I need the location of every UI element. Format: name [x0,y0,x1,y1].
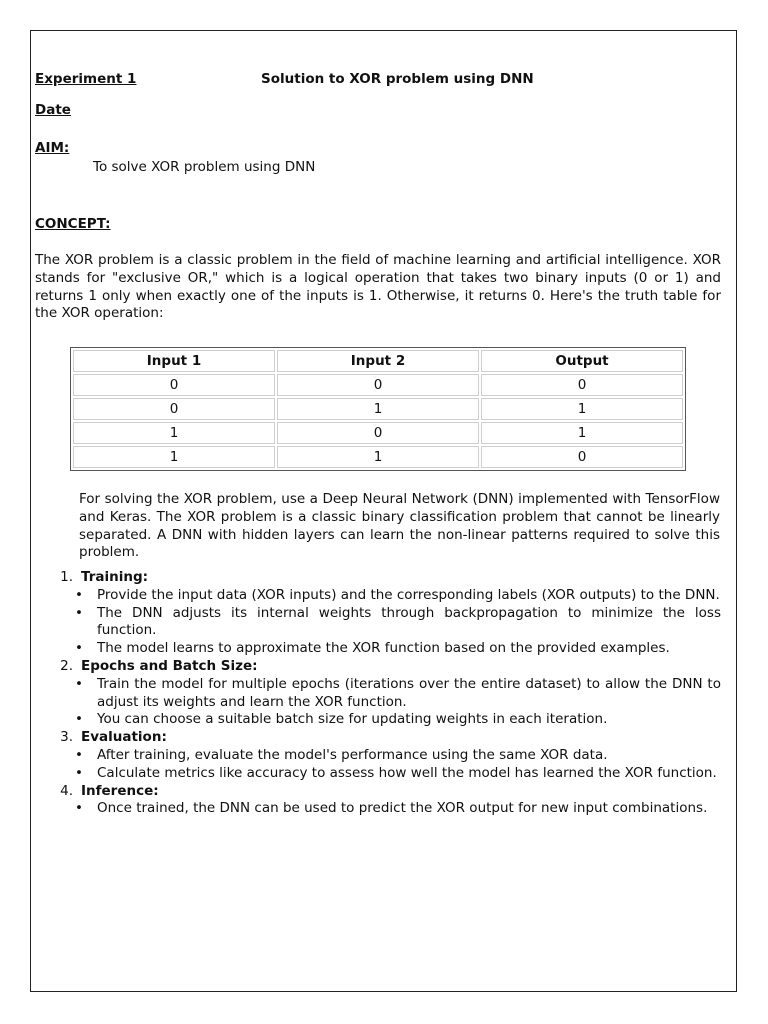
date-label: Date [35,102,71,118]
table-cell: 1 [481,422,683,444]
bullet-text: The DNN adjusts its internal weights through backpropagation to minimize the loss function. [97,604,721,639]
aim-label: AIM: [35,140,70,156]
bullet-text: Once trained, the DNN can be used to predict the XOR output for new input combinations. [97,800,708,817]
table-cell: 0 [481,446,683,468]
table-row [73,446,683,468]
table-header-row [73,350,683,372]
bullet-icon: • [75,800,83,817]
step-title: Training: [81,569,149,585]
table-cell: 0 [277,374,479,396]
step-number: 3. [60,729,73,746]
experiment-title: Solution to XOR problem using DNN [261,71,534,87]
step-title: Inference: [81,782,159,799]
table-cell: 1 [73,446,275,468]
bullet-icon: • [75,586,83,603]
table-cell: 1 [73,422,275,444]
table-row [73,398,683,420]
table-cell: 0 [277,422,479,444]
bullet-text: After training, evaluate the model's performance using the same XOR data. [97,746,608,763]
table-row [73,422,683,444]
list-item [53,765,721,783]
concept-label: CONCEPT: [35,216,111,232]
bullet-icon: • [75,764,83,781]
bullet-icon: • [75,640,83,657]
step-item [53,729,721,747]
bullet-icon: • [75,711,83,728]
table-cell: 1 [277,446,479,468]
list-item [53,676,721,712]
header-input-1: Input 1 [73,350,275,372]
list-item [53,605,721,641]
step-title: Evaluation: [81,729,167,746]
step-item [53,569,721,587]
step-item [53,783,721,801]
bullet-list [53,587,721,658]
xor-truth-table [70,347,686,471]
bullet-list [53,800,721,818]
dnn-intro-paragraph: For solving the XOR problem, use a Deep Neural Network (DNN) implemented with TensorFlow and Keras. The XOR problem is a classic binary classification problem that cannot be linearly separated. A DNN with hidden layers can learn the non-linear patterns required to solve this problem. [79,491,720,561]
bullet-text: Provide the input data (XOR inputs) and the corresponding labels (XOR outputs) to the DNN. [97,586,720,603]
list-item [53,587,721,605]
table-cell: 1 [277,398,479,420]
bullet-list [53,676,721,729]
bullet-text: You can choose a suitable batch size for updating weights in each iteration. [97,711,608,728]
step-number: 4. [60,782,73,799]
header-input-2: Input 2 [277,350,479,372]
bullet-text: The model learns to approximate the XOR function based on the provided examples. [97,640,670,657]
bullet-icon: • [75,746,83,763]
bullet-icon: • [75,675,83,692]
table-cell: 0 [73,374,275,396]
step-number: 2. [60,657,73,674]
bullet-text: Train the model for multiple epochs (iterations over the entire dataset) to allow the DNN to adjust its weights and learn the XOR function. [97,675,721,710]
list-item [53,640,721,658]
steps-list [53,569,721,818]
header-output: Output [481,350,683,372]
bullet-list [53,747,721,783]
bullet-text: Calculate metrics like accuracy to assess how well the model has learned the XOR function. [97,764,717,781]
experiment-label: Experiment 1 [35,71,137,87]
table-cell: 0 [73,398,275,420]
aim-text: To solve XOR problem using DNN [93,159,316,175]
concept-paragraph: The XOR problem is a classic problem in the field of machine learning and artificial intelligence. XOR stands for "exclusive OR," which is a logical operation that takes two binary inputs (0 or 1) and returns 1 only when exactly one of the inputs is 1. Otherwise, it returns 0. Here's the truth table for the XOR operation: [35,252,721,322]
table-cell: 1 [481,398,683,420]
bullet-icon: • [75,604,83,621]
list-item [53,711,721,729]
step-number: 1. [60,569,73,585]
list-item [53,800,721,818]
step-title: Epochs and Batch Size: [81,657,258,674]
table-cell: 0 [481,374,683,396]
list-item [53,747,721,765]
step-item [53,658,721,676]
table-row [73,374,683,396]
